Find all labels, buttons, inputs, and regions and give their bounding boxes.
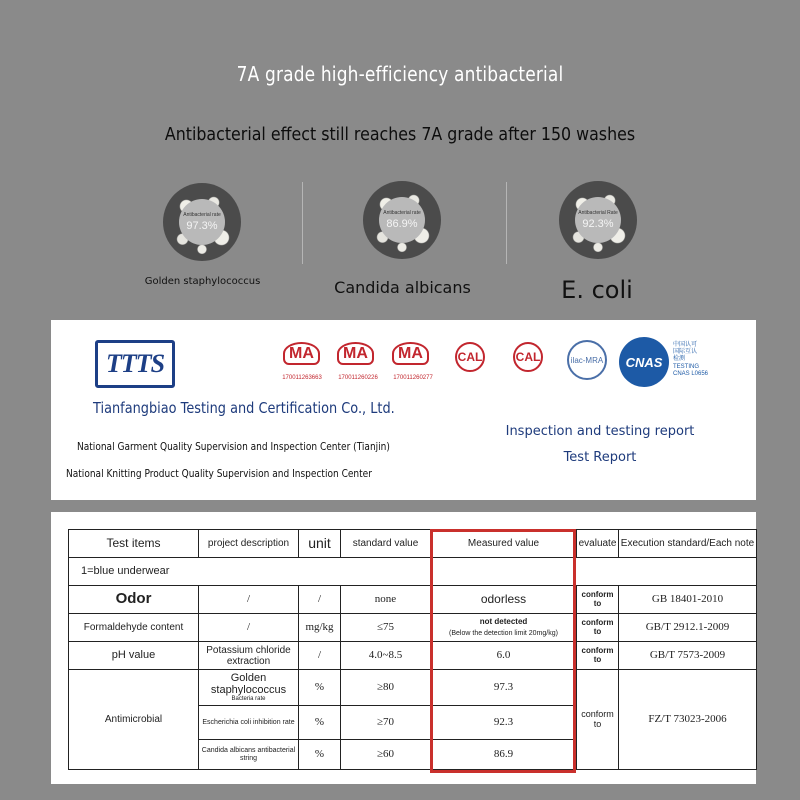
desc-cell: /	[199, 614, 299, 642]
measured-value: not detected	[479, 616, 528, 626]
disc-percent: 92.3%	[582, 218, 614, 230]
measured-cell: 6.0	[431, 642, 577, 670]
header-test-items: Test items	[69, 530, 199, 558]
measured-cell: odorless	[431, 586, 577, 614]
std-cell: ≥80	[341, 670, 431, 706]
table-header-row	[69, 530, 757, 558]
eval-cell: conform to	[577, 670, 619, 770]
desc-cell: Escherichia coli inhibition rate	[199, 706, 299, 740]
candida-disc-image	[363, 181, 441, 259]
desc-main: Golden staphylococcus	[210, 672, 287, 697]
desc-cell: /	[199, 586, 299, 614]
item-cell: pH value	[69, 642, 199, 670]
bacteria-name: Golden staphylococcus	[144, 276, 261, 287]
page-subtitle: Antibacterial effect still reaches 7A grade after 150 washes	[164, 124, 636, 145]
header-unit: unit	[299, 530, 341, 558]
cal-cert-icon: CAL	[455, 342, 485, 372]
test-results-table	[68, 529, 757, 770]
report-title: Inspection and testing report	[505, 424, 695, 439]
unit-cell: /	[299, 586, 341, 614]
eval-cell: conform to	[577, 642, 619, 670]
disc-label: Antibacterial rate	[383, 210, 421, 216]
table-row	[69, 614, 757, 642]
unit-cell: %	[299, 740, 341, 770]
ma-cert-icon: MA	[392, 345, 429, 363]
header-project-description: project description	[199, 530, 299, 558]
cert-number: 170011263663	[282, 375, 322, 381]
table-row	[69, 670, 757, 706]
ilac-mra-icon: ilac-MRA	[567, 340, 607, 380]
disc-percent: 86.9%	[386, 218, 418, 230]
bacteria-name: E. coli	[561, 276, 633, 304]
std-cell: 4.0~8.5	[341, 642, 431, 670]
desc-cell: Potassium chloride extraction	[199, 642, 299, 670]
measured-value-highlight	[430, 529, 576, 773]
tts-logo: TTTS	[95, 340, 175, 388]
cal-cert-icon: CAL	[513, 342, 543, 372]
item-cell: Odor	[69, 586, 199, 614]
page-title: 7A grade high-efficiency antibacterial	[236, 62, 564, 86]
divider	[302, 182, 303, 264]
exec-cell: GB/T 2912.1-2009	[619, 614, 757, 642]
exec-cell: FZ/T 73023-2006	[619, 670, 757, 770]
eval-cell: conform to	[577, 586, 619, 614]
cert-number: 170011260277	[393, 375, 433, 381]
unit-cell: %	[299, 706, 341, 740]
sample-row	[69, 558, 757, 586]
disc-label: Antibacterial Rate	[578, 210, 618, 216]
std-cell: ≤75	[341, 614, 431, 642]
header-evaluate: evaluate	[577, 530, 619, 558]
disc-label: Antibacterial rate	[183, 212, 221, 218]
eval-cell: conform to	[577, 614, 619, 642]
exec-cell: GB 18401-2010	[619, 586, 757, 614]
table-row	[69, 586, 757, 614]
cnas-logo-icon: CNAS	[619, 337, 669, 387]
desc-cell: Candida albicans antibacterial string	[199, 740, 299, 770]
ecoli-disc-image	[559, 181, 637, 259]
header-measured-value: Measured value	[431, 530, 577, 558]
disc-percent: 97.3%	[186, 220, 218, 232]
sample-label: 1=blue underwear	[69, 558, 757, 586]
desc-cell	[199, 670, 299, 706]
header-execution-standard: Execution standard/Each note	[619, 530, 757, 558]
desc-sub: Bacteria rate	[231, 696, 266, 703]
unit-cell: /	[299, 642, 341, 670]
std-cell: ≥70	[341, 706, 431, 740]
unit-cell: mg/kg	[299, 614, 341, 642]
unit-cell: %	[299, 670, 341, 706]
table-row	[69, 642, 757, 670]
cnas-side-text: 中国认可 国际互认 检测 TESTING CNAS L0656	[673, 342, 709, 377]
center-line-1: National Garment Quality Supervision and Inspection Center (Tianjin)	[77, 440, 390, 453]
cert-number: 170011260226	[338, 375, 378, 381]
divider	[506, 182, 507, 264]
std-cell: none	[341, 586, 431, 614]
exec-cell: GB/T 7573-2009	[619, 642, 757, 670]
report-subtitle: Test Report	[563, 450, 637, 465]
header-standard-value: standard value	[341, 530, 431, 558]
ma-cert-icon: MA	[283, 345, 320, 363]
staphylococcus-disc-image	[163, 183, 241, 261]
measured-cell: 92.3	[431, 706, 577, 740]
std-cell: ≥60	[341, 740, 431, 770]
measured-cell: 97.3	[431, 670, 577, 706]
measured-cell: 86.9	[431, 740, 577, 770]
organization-name: Tianfangbiao Testing and Certification Co., Ltd.	[93, 399, 395, 417]
ma-cert-icon: MA	[337, 345, 374, 363]
item-cell: Formaldehyde content	[69, 614, 199, 642]
center-line-2: National Knitting Product Quality Supervision and Inspection Center	[66, 467, 372, 480]
item-cell: Antimicrobial	[69, 670, 199, 770]
measured-note: (Below the detection limit 20mg/kg)	[449, 629, 558, 637]
bacteria-name: Candida albicans	[334, 278, 471, 297]
